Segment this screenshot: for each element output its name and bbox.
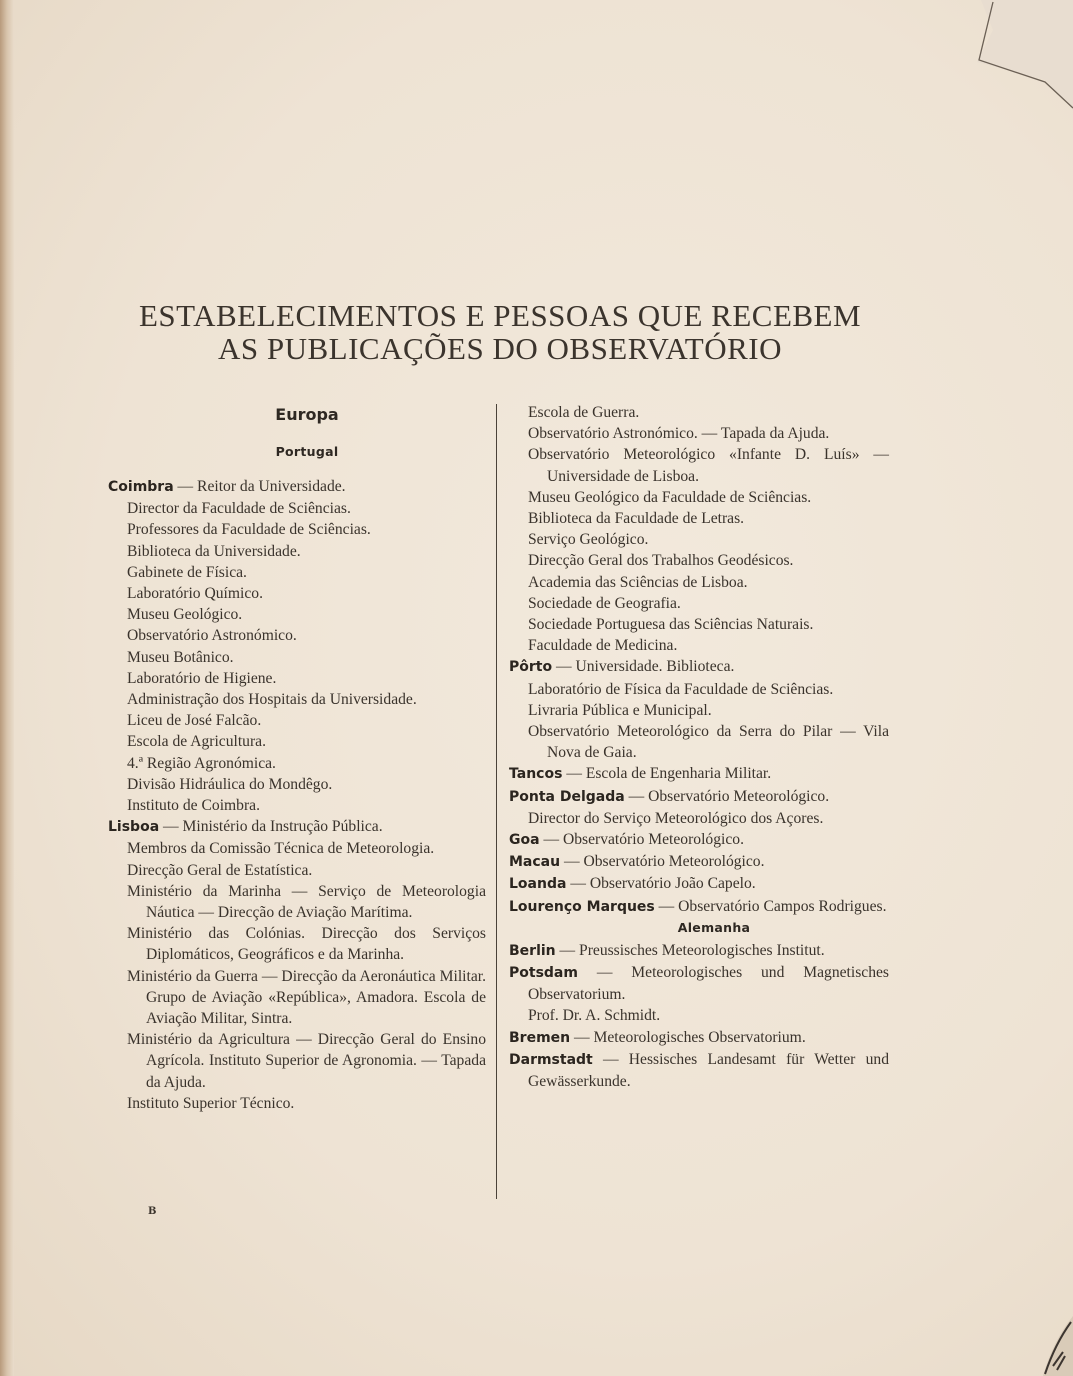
entry-text: Observatório Meteorológico da Serra do Pilar — Vila Nova de Gaia. [528, 723, 889, 762]
entry-text: — Meteorologisches Observatorium. [570, 1028, 806, 1046]
city-name: Loanda [509, 876, 567, 893]
entry-text: Biblioteca da Universidade. [127, 542, 301, 560]
list-item [509, 444, 889, 486]
entry-text: Professores da Faculdade de Sciências. [127, 521, 371, 539]
list-item [509, 593, 889, 614]
page-title-line-2: AS PUBLICAÇÕES DO OBSERVATÓRIO [217, 331, 782, 366]
entry-text: — Universidade. Biblioteca. [552, 658, 735, 676]
entry-text: Ministério das Colónias. Direcção dos Serviços Diplomáticos, Geográficos e da Marinha. [127, 925, 486, 964]
list-item [509, 656, 889, 678]
list-item [509, 786, 889, 808]
list-item [108, 710, 486, 731]
list-item [108, 838, 486, 859]
list-item [108, 881, 486, 923]
list-item [108, 731, 486, 752]
list-item [509, 572, 889, 593]
list-item [108, 562, 486, 583]
entry-text: Escola de Agricultura. [127, 733, 266, 751]
entry-text: Laboratório Químico. [127, 585, 263, 603]
list-item [108, 1093, 486, 1114]
list-item [108, 753, 486, 774]
entry-text: Instituto Superior Técnico. [127, 1094, 295, 1112]
list-item [108, 1029, 486, 1093]
city-name: Tancos [509, 766, 563, 783]
list-item [509, 1049, 889, 1092]
list-item [108, 604, 486, 625]
column-divider [496, 404, 497, 1199]
list-item [108, 816, 486, 838]
left-column [108, 402, 486, 1114]
entry-text: — Observatório Meteorológico. [624, 787, 830, 805]
entry-text: Prof. Dr. A. Schmidt. [528, 1007, 661, 1025]
list-item [108, 541, 486, 562]
city-name: Lisboa [108, 819, 160, 836]
entry-text: — Observatório Meteorológico. [560, 853, 765, 871]
list-item [108, 583, 486, 604]
city-name: Bremen [509, 1029, 571, 1046]
list-item [108, 689, 486, 710]
list-item [108, 476, 486, 498]
right-entries-portugal [509, 402, 889, 918]
entry-text: — Observatório Meteorológico. [539, 831, 744, 849]
list-item [108, 923, 486, 965]
entry-text: Escola de Guerra. [528, 404, 640, 421]
list-item [108, 795, 486, 816]
entry-text: Divisão Hidráulica do Mondêgo. [127, 775, 333, 793]
right-column [509, 402, 889, 1092]
list-item [108, 498, 486, 519]
list-item [509, 402, 889, 423]
list-item [509, 1027, 889, 1049]
list-item [509, 423, 889, 444]
list-item [509, 635, 889, 656]
entry-text: Director do Serviço Meteorológico dos Açores. [528, 809, 824, 827]
entry-text: Ministério da Marinha — Serviço de Meteorologia Náutica — Direcção de Aviação Marítima. [127, 882, 486, 922]
list-item [108, 668, 486, 689]
right-entries-alemanha [509, 940, 889, 1092]
list-item [509, 529, 889, 550]
list-item [509, 851, 889, 873]
entry-text: Museu Geológico. [127, 606, 243, 624]
region-heading: Europa [275, 405, 339, 424]
list-item [108, 647, 486, 668]
entry-text: Academia das Sciências de Lisboa. [528, 573, 748, 591]
list-item [108, 860, 486, 881]
entry-text: Faculdade de Medicina. [528, 637, 678, 655]
entry-text: Membros da Comissão Técnica de Meteorologia. [127, 840, 435, 858]
binding-edge [0, 0, 14, 1376]
country-heading: Portugal [275, 444, 339, 459]
entry-text: Ministério da Agricultura — Direcção Geral do Ensino Agrícola. Instituto Superior de Agronomia. — Tapada da Ajuda. [127, 1031, 486, 1091]
city-name: Darmstadt [509, 1051, 593, 1068]
entry-text: Museu Geológico da Faculdade de Sciências. [528, 488, 812, 506]
entry-text: Direcção Geral de Estatística. [127, 861, 313, 879]
list-item [509, 962, 889, 1005]
list-item [509, 940, 889, 962]
city-name: Goa [509, 832, 540, 849]
list-item [509, 829, 889, 851]
city-name: Lourenço Marques [509, 898, 655, 915]
entry-text: Observatório Astronómico. — Tapada da Ajuda. [528, 425, 830, 443]
entry-text: Observatório Astronómico. [127, 627, 297, 645]
list-item [509, 679, 889, 700]
city-name: Macau [509, 854, 561, 871]
city-name: Coimbra [108, 479, 174, 495]
entry-text: Liceu de José Falcão. [127, 712, 262, 730]
list-item [108, 519, 486, 540]
list-item [509, 808, 889, 829]
list-item [108, 774, 486, 795]
entry-text: Direcção Geral dos Trabalhos Geodésicos. [528, 552, 794, 570]
entry-text: Serviço Geológico. [528, 531, 649, 549]
entry-text: — Observatório Campos Rodrigues. [654, 897, 887, 915]
left-entries [108, 476, 486, 1114]
entry-text: — Hessisches Landesamt für Wetter und Gewässerkunde. [528, 1050, 889, 1091]
list-item [509, 487, 889, 508]
list-item [509, 763, 889, 785]
country-heading-alemanha: Alemanha [677, 919, 751, 935]
entry-text: Laboratório de Higiene. [127, 669, 277, 687]
entry-text: — Escola de Engenharia Militar. [562, 765, 772, 783]
entry-text: Livraria Pública e Municipal. [528, 701, 712, 719]
entry-text: Museu Botânico. [127, 648, 234, 666]
signature-mark: B [148, 1206, 157, 1217]
city-name: Potsdam [509, 965, 578, 982]
list-item [509, 508, 889, 529]
entry-text: Sociedade de Geografia. [528, 594, 681, 612]
page-title-line-1: ESTABELECIMENTOS E PESSOAS QUE RECEBEM [138, 298, 862, 333]
entry-text: — Meteorologisches und Magnetisches Observatorium. [528, 964, 889, 1004]
entry-text: Instituto de Coimbra. [127, 797, 260, 815]
list-item [108, 625, 486, 646]
entry-text: Biblioteca da Faculdade de Letras. [528, 510, 745, 528]
entry-text: — Ministério da Instrução Pública. [159, 818, 383, 836]
list-item [509, 550, 889, 571]
entry-text: Director da Faculdade de Sciências. [127, 500, 351, 518]
city-name: Pôrto [509, 659, 553, 676]
entry-text: — Preussisches Meteorologisches Institut. [555, 941, 825, 959]
entry-text: Laboratório de Física da Faculdade de Sciências. [528, 680, 834, 698]
entry-text: 4.ª Região Agronómica. [127, 754, 276, 772]
corner-stamp [1013, 1286, 1073, 1376]
entry-text: Ministério da Guerra — Direcção da Aeronáutica Militar. Grupo de Aviação «República», Amadora. Escola de Aviação Militar, Sintra. [127, 967, 486, 1028]
city-name: Ponta Delgada [509, 788, 625, 805]
entry-text: — Observatório João Capelo. [566, 875, 756, 893]
list-item [509, 1005, 889, 1026]
entry-text: Administração dos Hospitais da Universidade. [127, 691, 417, 709]
list-item [108, 966, 486, 1030]
city-name: Berlin [509, 942, 556, 959]
entry-text: Sociedade Portuguesa das Sciências Naturais. [528, 616, 814, 634]
entry-text: Gabinete de Física. [127, 563, 247, 581]
entry-text: Observatório Meteorológico «Infante D. Luís» — Universidade de Lisboa. [528, 446, 889, 485]
list-item [509, 700, 889, 721]
list-item [509, 873, 889, 895]
list-item [509, 896, 889, 918]
entry-text: — Reitor da Universidade. [173, 478, 346, 495]
list-item [509, 614, 889, 635]
list-item [509, 721, 889, 763]
folded-corner [973, 0, 1073, 110]
